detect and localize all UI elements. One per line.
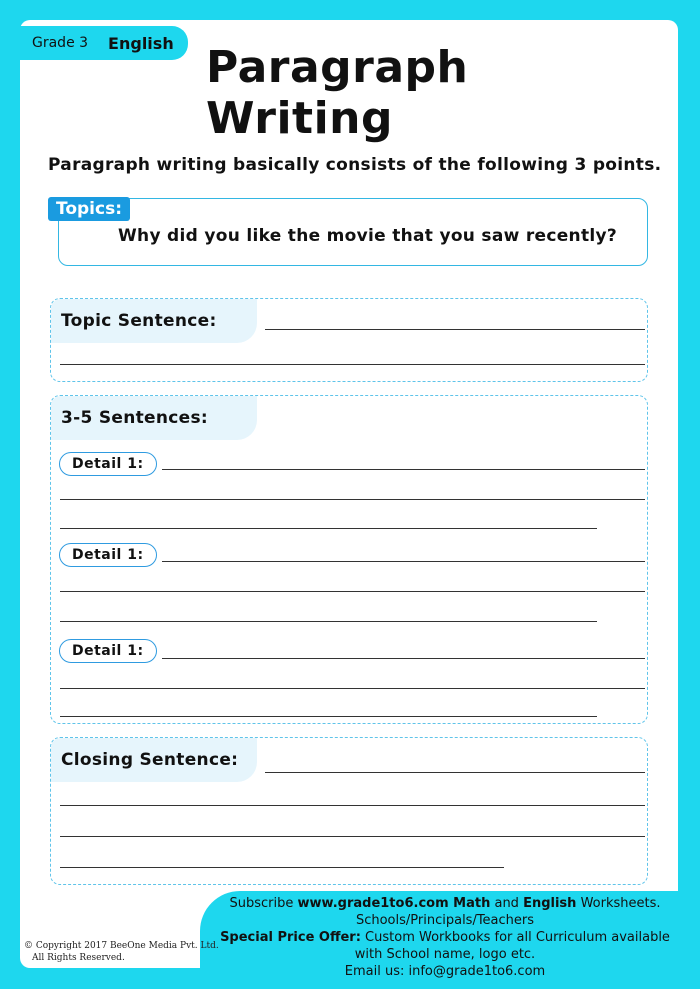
closing-line-4[interactable]	[60, 867, 504, 868]
copyright-line-1: © Copyright 2017 BeeOne Media Pvt. Ltd.	[24, 941, 219, 951]
footer-english: English	[523, 896, 577, 911]
detail-pill-2: Detail 1:	[59, 543, 157, 567]
detail-2-line-1[interactable]	[162, 561, 645, 562]
topic-sentence-line-1[interactable]	[265, 329, 645, 330]
topic-sentence-line-2[interactable]	[60, 364, 645, 365]
detail-2-line-2[interactable]	[60, 591, 645, 592]
topic-sentence-section	[50, 298, 648, 382]
detail-1-line-2[interactable]	[60, 499, 645, 500]
grade-tab	[20, 26, 188, 60]
footer-and: and	[490, 896, 524, 911]
topics-question: Why did you like the movie that you saw recently?	[118, 226, 618, 246]
body-sentences-label: 3-5 Sentences:	[51, 396, 257, 440]
footer-offer-text: Custom Workbooks for all Curriculum available	[360, 930, 670, 945]
page-title: Paragraph Writing	[206, 42, 469, 144]
closing-sentence-label: Closing Sentence:	[51, 738, 257, 782]
detail-pill-3: Detail 1:	[59, 639, 157, 663]
detail-1-line-3[interactable]	[60, 528, 597, 529]
footer-worksheets: Worksheets.	[576, 896, 661, 911]
closing-line-2[interactable]	[60, 805, 645, 806]
footer-offer-line	[200, 929, 690, 946]
footer-subscribe-line	[200, 895, 690, 912]
intro-text: Paragraph writing basically consists of the following 3 points.	[48, 155, 662, 175]
footer-offer-label: Special Price Offer:	[220, 930, 361, 945]
copyright	[24, 940, 219, 964]
topics-tag: Topics:	[48, 197, 130, 221]
topic-sentence-label: Topic Sentence:	[51, 299, 257, 343]
closing-line-1[interactable]	[265, 772, 645, 773]
copyright-line-2: All Rights Reserved.	[32, 953, 125, 963]
detail-1-line-1[interactable]	[162, 469, 645, 470]
detail-3-line-3[interactable]	[60, 716, 597, 717]
footer-text	[200, 895, 690, 980]
closing-sentence-section	[50, 737, 648, 885]
detail-3-line-1[interactable]	[162, 658, 645, 659]
footer-offer-line-2: with School name, logo etc.	[354, 947, 536, 962]
closing-line-3[interactable]	[60, 836, 645, 837]
detail-2-line-3[interactable]	[60, 621, 597, 622]
footer-math: Math	[448, 896, 491, 911]
footer-email[interactable]: Email us: info@grade1to6.com	[344, 964, 546, 979]
grade-label: Grade 3	[32, 35, 89, 51]
detail-pill-1: Detail 1:	[59, 452, 157, 476]
detail-3-line-2[interactable]	[60, 688, 645, 689]
footer-subscribe-pre: Subscribe	[229, 896, 298, 911]
footer-audience-line: Schools/Principals/Teachers	[355, 913, 535, 928]
footer-site-link[interactable]: www.grade1to6.com	[297, 896, 449, 911]
subject-label: English	[108, 33, 174, 53]
